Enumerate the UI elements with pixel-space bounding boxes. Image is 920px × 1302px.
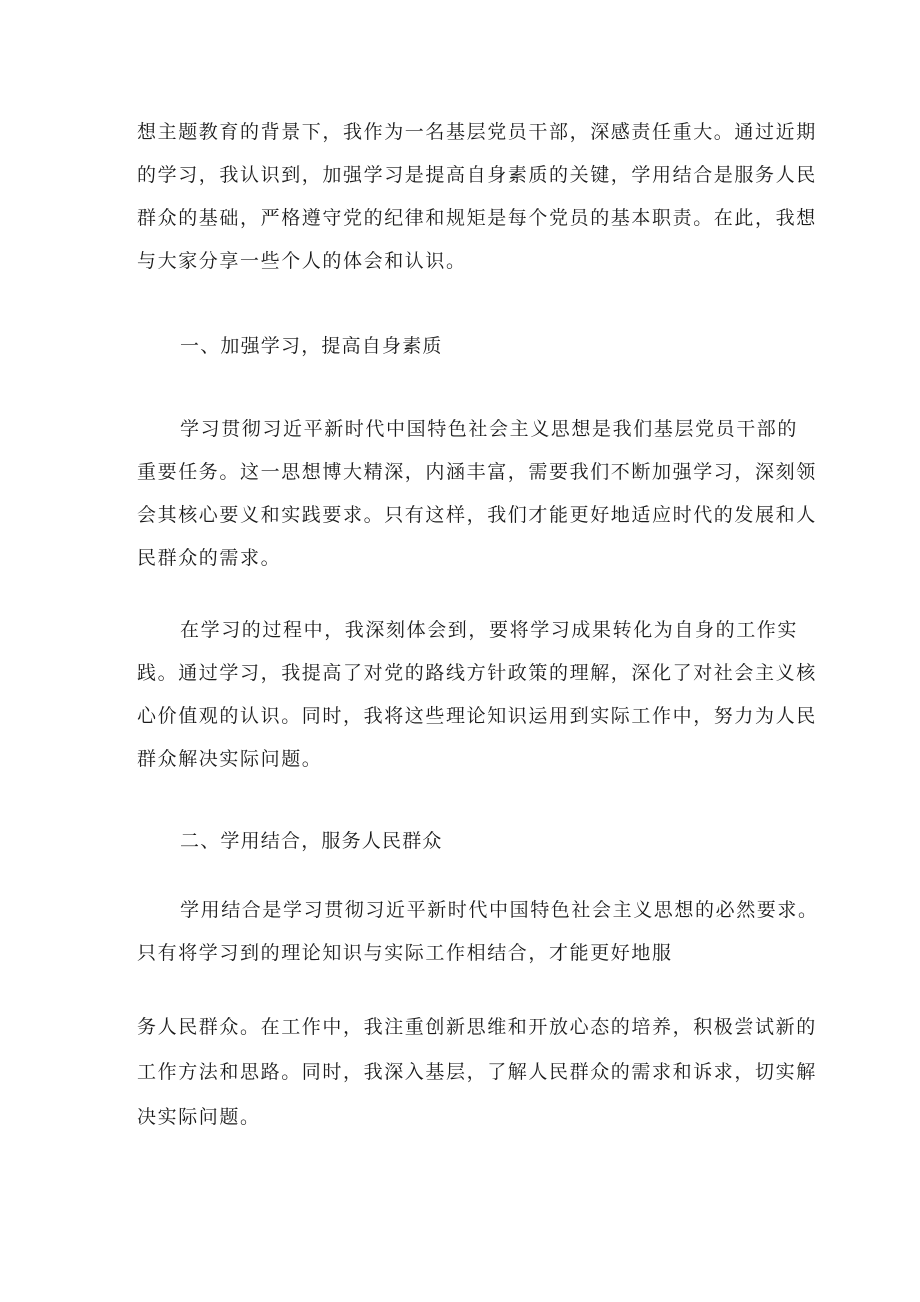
para1-line-4: 民群众的需求。 (137, 547, 282, 569)
para4-line-1: 务人民群众。在工作中，我注重创新思维和开放心态的培养，积极尝试新的 (137, 1016, 817, 1038)
para4-line-2: 工作方法和思路。同时，我深入基层，了解人民群众的需求和诉求，切实解 (137, 1061, 817, 1083)
para3-line-1: 学用结合是学习贯彻习近平新时代中国特色社会主义思想的必然要求。 (180, 899, 819, 921)
section-heading-1: 一、加强学习，提高自身素质 (180, 335, 443, 357)
para1-line-3: 会其核心要义和实践要求。只有这样，我们才能更好地适应时代的发展和人 (137, 504, 817, 526)
para2-line-3: 心价值观的认识。同时，我将这些理论知识运用到实际工作中，努力为人民 (137, 705, 817, 727)
para4-line-3: 决实际问题。 (137, 1106, 261, 1128)
para2-line-4: 群众解决实际问题。 (137, 748, 323, 770)
intro-line-4: 与大家分享一些个人的体会和认识。 (137, 250, 467, 272)
para2-line-1: 在学习的过程中，我深刻体会到，要将学习成果转化为自身的工作实 (180, 619, 799, 641)
intro-line-3: 群众的基础，严格遵守党的纪律和规矩是每个党员的基本职责。在此，我想 (137, 207, 817, 229)
para1-line-1: 学习贯彻习近平新时代中国特色社会主义思想是我们基层党员干部的 (180, 418, 799, 440)
para1-line-2: 重要任务。这一思想博大精深，内涵丰富，需要我们不断加强学习，深刻领 (137, 461, 817, 483)
para2-line-2: 践。通过学习，我提高了对党的路线方针政策的理解，深化了对社会主义核 (137, 662, 817, 684)
section-heading-2: 二、学用结合，服务人民群众 (180, 830, 443, 852)
intro-line-1: 想主题教育的背景下，我作为一名基层党员干部，深感责任重大。通过近期 (137, 121, 817, 143)
intro-line-2: 的学习，我认识到，加强学习是提高自身素质的关键，学用结合是服务人民 (137, 164, 817, 186)
para3-line-2: 只有将学习到的理论知识与实际工作相结合，才能更好地服 (137, 942, 673, 964)
